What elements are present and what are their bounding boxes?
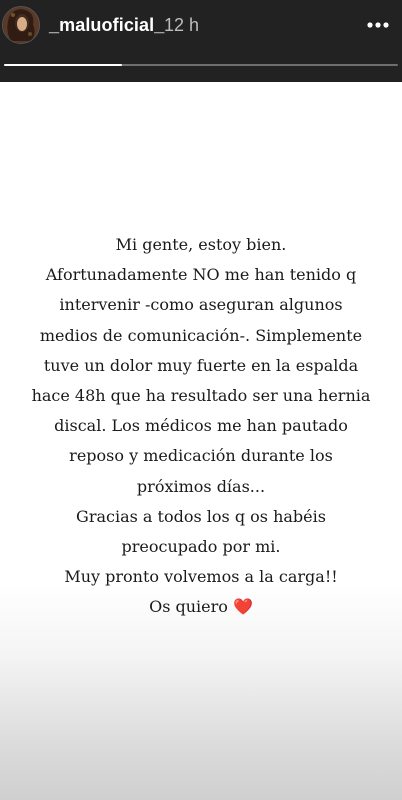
story-message [0, 230, 402, 623]
message-line: hace 48h que ha resultado ser una hernia [31, 386, 371, 406]
message-line-last [0, 592, 402, 622]
message-line: intervenir -como aseguran algunos [59, 295, 343, 315]
story-progress-fill [4, 64, 122, 66]
message-line: medios de comunicación-. Simplemente [39, 325, 363, 345]
message-line: preocupado por mi. [121, 537, 281, 557]
story-header [0, 0, 402, 82]
avatar-image [3, 7, 39, 43]
heart-emoji-icon: ❤️ [233, 597, 253, 617]
story-progress-bar [4, 64, 398, 66]
profile-avatar[interactable] [2, 6, 40, 44]
message-line: Afortunadamente NO me han tenido q [45, 265, 357, 285]
message-line: Gracias a todos los q os habéis [76, 506, 326, 526]
message-line: próximos días... [136, 476, 266, 496]
message-line: discal. Los médicos me han pautado [54, 416, 348, 436]
message-line: reposo y medicación durante los [69, 446, 333, 466]
more-dots-icon[interactable] [360, 10, 396, 40]
post-time: 12 h [164, 15, 200, 35]
message-line: Mi gente, estoy bien. [115, 235, 287, 254]
username[interactable]: _maluoficial_ [49, 15, 165, 35]
message-text: Os quiero [149, 597, 228, 617]
message-line: Muy pronto volvemos a la carga!! [64, 567, 338, 587]
story-content[interactable] [0, 82, 402, 800]
message-line: tuve un dolor muy fuerte en la espalda [43, 355, 359, 375]
